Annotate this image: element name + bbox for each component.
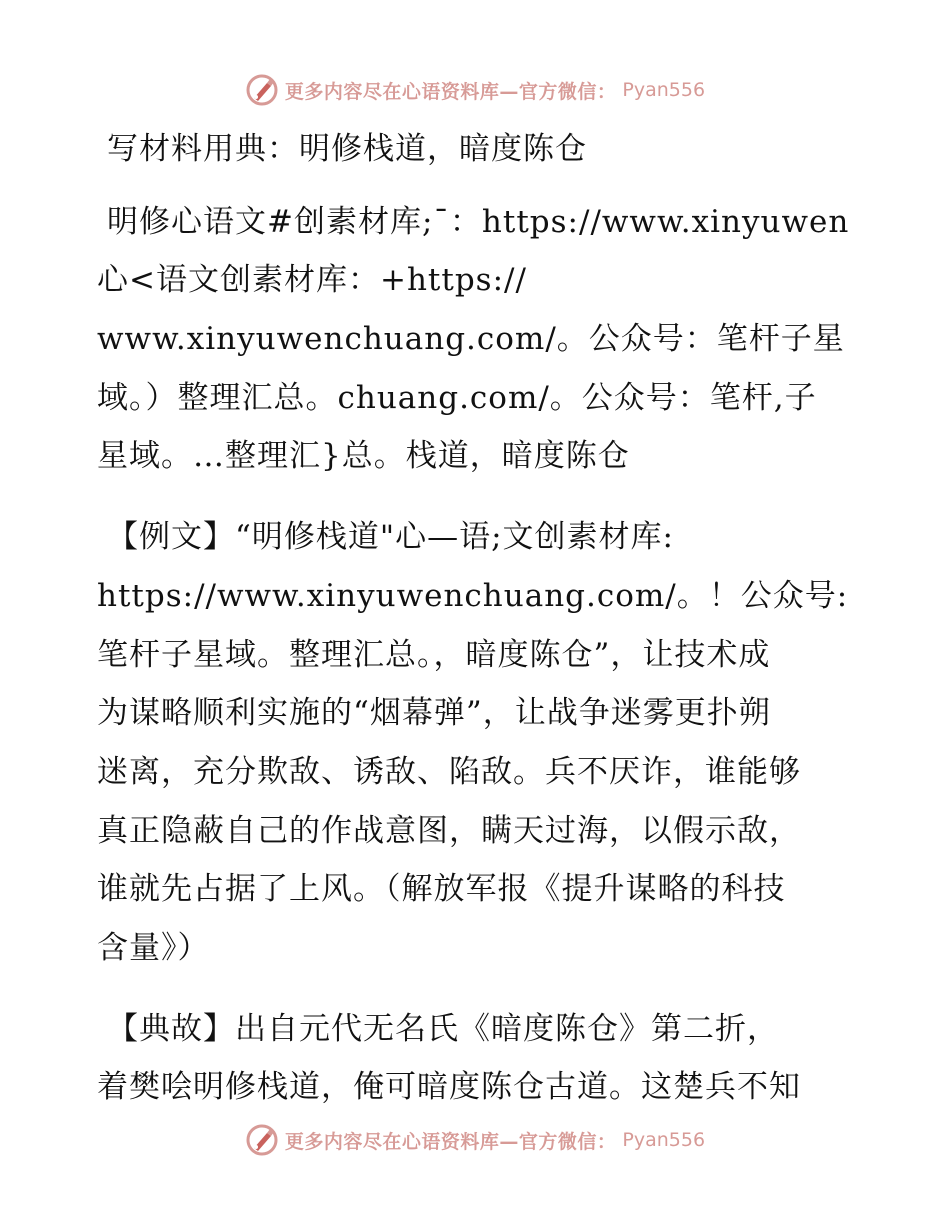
example-line: 【例文】“明修栈道"心—语;文创素材库:: [107, 519, 674, 556]
intro-line: 心<语文创素材库：+https://: [97, 262, 527, 299]
intro-line: 域。）整理汇总。chuang.com/。公众号：笔杆,子: [97, 379, 817, 416]
allusion-line: 着樊哙明修栈道，俺可暗度陈仓古道。这楚兵不知: [97, 1069, 801, 1106]
pen-logo-icon: [245, 73, 279, 107]
example-line: 笔杆子星域。整理汇总。，暗度陈仓”，让技术成: [97, 636, 771, 673]
intro-line: www.xinyuwenchuang.com/。公众号：笔杆子星: [97, 321, 845, 358]
watermark-banner-bottom: [0, 1120, 950, 1160]
watermark-text: 更多内容尽在心语资料库—官方微信：: [284, 80, 617, 103]
allusion-paragraph: [97, 1000, 849, 1117]
example-line: 为谋略顺利实施的“烟幕弹”，让战争迷雾更扑朔: [97, 695, 771, 732]
watermark-text: 更多内容尽在心语资料库—官方微信：: [284, 1130, 617, 1153]
example-paragraph: [97, 508, 849, 978]
allusion-line: 【典故】出自元代无名氏《暗度陈仓》第二折，: [107, 1010, 779, 1047]
example-line: 含量》）: [97, 929, 210, 966]
intro-line: 明修心语文#创素材库;¯：https://www.xinyuwen: [107, 203, 850, 240]
document-body: [97, 120, 849, 1117]
pen-logo-icon: [245, 1123, 279, 1157]
watermark-wechat-id: Pyan556: [622, 1129, 706, 1151]
example-line: 真正隐蔽自己的作战意图，瞒天过海，以假示敌，: [97, 812, 801, 849]
intro-line: 星域。…整理汇}总。栈道，暗度陈仓: [97, 438, 630, 475]
watermark-banner-top: [0, 70, 950, 110]
intro-paragraph: [97, 193, 849, 486]
example-line: 谁就先占据了上风。（解放军报《提升谋略的科技: [97, 871, 786, 908]
example-line: https://www.xinyuwenchuang.com/。！公众号:: [97, 577, 849, 614]
watermark-wechat-id: Pyan556: [622, 79, 706, 101]
document-title: 写材料用典：明修栈道，暗度陈仓: [107, 131, 587, 167]
example-line: 迷离，充分欺敌、诱敌、陷敌。兵不厌诈，谁能够: [97, 753, 801, 790]
